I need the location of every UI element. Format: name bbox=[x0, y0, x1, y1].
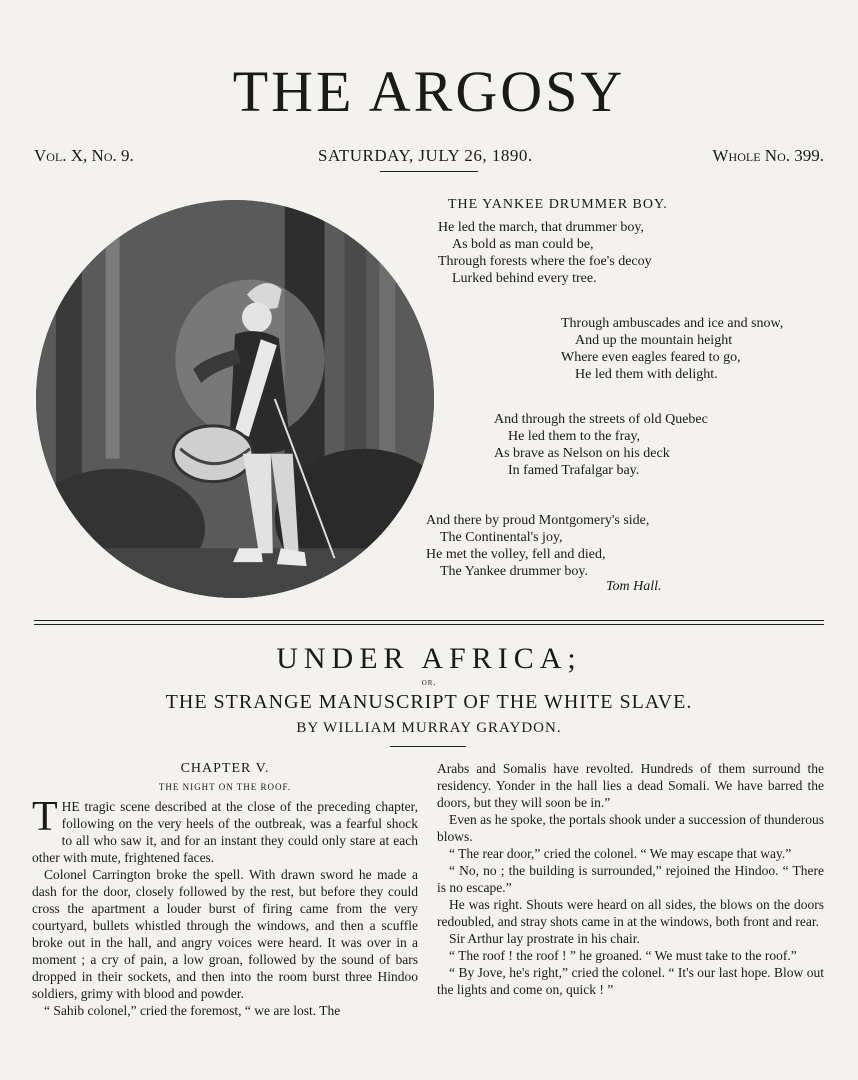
article-paragraph: “ No, no ; the building is surrounded,” rejoined the Hindoo. “ There is no escape.” bbox=[437, 863, 824, 895]
poem-line: He led the march, that drummer boy, bbox=[438, 220, 644, 235]
article-or: OR, bbox=[421, 679, 437, 687]
article-paragraph: “ By Jove, he's right,” cried the colonel. “ It's our last hope. Blow out the lights and come on, quick ! ” bbox=[437, 965, 824, 997]
poem-line: In famed Trafalgar bay. bbox=[508, 463, 640, 478]
article-byline: BY WILLIAM MURRAY GRAYDON. bbox=[296, 720, 562, 736]
poem-line: Lurked behind every tree. bbox=[452, 271, 597, 286]
article-paragraph: He was right. Shouts were heard on all sides, the blows on the doors redoubled, and stray shots came in at the windows, both front and rear. bbox=[437, 897, 824, 929]
poem-stanza-4 bbox=[426, 512, 649, 580]
poem-line: Through forests where the foe's decoy bbox=[438, 254, 652, 269]
whole-number: Whole No. 399. bbox=[712, 146, 824, 165]
drop-cap: T bbox=[32, 794, 58, 840]
engraving-illustration bbox=[36, 200, 434, 598]
poem-line: And through the streets of old Quebec bbox=[494, 412, 708, 427]
poem-line: He met the volley, fell and died, bbox=[426, 547, 606, 562]
poem-line: He led them with delight. bbox=[575, 367, 718, 382]
masthead-title: THE ARGOSY bbox=[232, 59, 626, 124]
section-divider bbox=[34, 624, 824, 625]
poem-line: And there by proud Montgomery's side, bbox=[426, 513, 650, 528]
poem-author: Tom Hall. bbox=[606, 579, 662, 594]
article-paragraph: Sir Arthur lay prostrate in his chair. bbox=[449, 931, 640, 946]
article-paragraph: “ The roof ! the roof ! ” he groaned. “ We must take to the roof.” bbox=[449, 948, 797, 963]
section-divider bbox=[34, 620, 824, 621]
poem-stanza-2 bbox=[561, 315, 783, 383]
poem-stanza-3 bbox=[494, 411, 708, 479]
poem-title: THE YANKEE DRUMMER BOY. bbox=[448, 197, 668, 212]
dateline bbox=[34, 146, 824, 170]
article-subtitle: THE STRANGE MANUSCRIPT OF THE WHITE SLAVE. bbox=[165, 691, 693, 713]
byline-rule bbox=[390, 746, 466, 747]
drummer-boy-engraving bbox=[36, 200, 434, 598]
article-paragraph: THE tragic scene described at the close of the preceding chapter, following on the very heels of the outbreak, was a fearful shock to all who saw it, and for an instant they could only stare at each other with mute, frightened faces. bbox=[32, 794, 418, 865]
poem-line: The Continental's joy, bbox=[440, 530, 563, 545]
article-paragraph: Arabs and Somalis have revolted. Hundreds of them surround the residency. Yonder in the hall lies a dead Somali. We have barred the doors, but they will soon be in.” bbox=[437, 761, 824, 810]
poem-stanza-1 bbox=[438, 219, 652, 287]
article-paragraph: Even as he spoke, the portals shook under a succession of thunderous blows. bbox=[437, 812, 824, 844]
poem-line: And up the mountain height bbox=[575, 333, 733, 348]
volume-number: Vol. X, No. 9. bbox=[34, 146, 134, 165]
issue-date: SATURDAY, JULY 26, 1890. bbox=[318, 146, 533, 165]
chapter-heading: CHAPTER V. bbox=[180, 761, 270, 776]
poem-line: As brave as Nelson on his deck bbox=[494, 446, 670, 461]
article-title: UNDER AFRICA; bbox=[276, 642, 582, 675]
poem-line: The Yankee drummer boy. bbox=[440, 564, 589, 579]
article-paragraph: “ The rear door,” cried the colonel. “ We may escape that way.” bbox=[449, 846, 792, 861]
chapter-title: THE NIGHT ON THE ROOF. bbox=[158, 782, 292, 792]
poem-line: Through ambuscades and ice and snow, bbox=[561, 316, 784, 331]
poem-line: Where even eagles feared to go, bbox=[561, 350, 741, 365]
article-paragraph: Colonel Carrington broke the spell. With drawn sword he made a dash for the door, closely followed by the rest, but before they could cross the apartment a louder burst of firing came from the very courtyard, bullets whistled through the windows, and then a scuffle broke out in the hall, and angry voices were heard. It was over in a moment ; a cry of pain, a low groan, followed by the sound of bars dropped in their sockets, and then into the room burst three Hindoo soldiers, grimy with blood and powder. bbox=[32, 867, 418, 1001]
article-paragraph: “ Sahib colonel,” cried the foremost, “ we are lost. The bbox=[44, 1003, 341, 1018]
article-column-right bbox=[437, 760, 824, 998]
poem-line: As bold as man could be, bbox=[452, 237, 594, 252]
date-rule bbox=[380, 171, 478, 172]
article-column-left bbox=[32, 760, 418, 1019]
poem-line: He led them to the fray, bbox=[508, 429, 641, 444]
